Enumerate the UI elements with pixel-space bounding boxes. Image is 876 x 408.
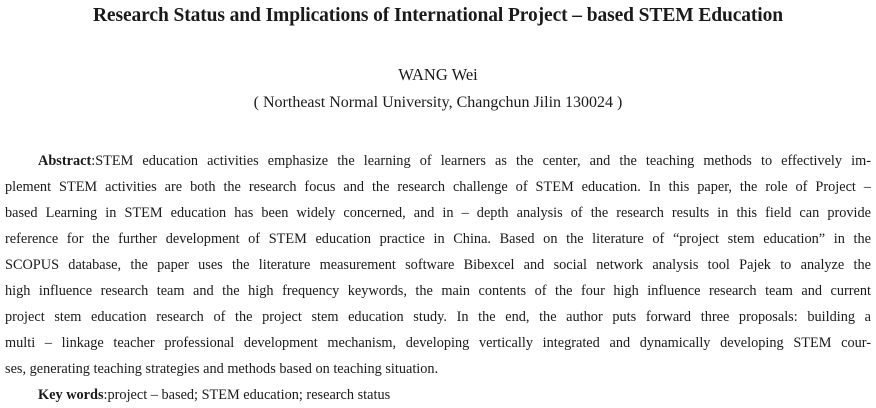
abstract-line: high influence research team and the high frequency keywords, the main contents of the four high influence research team and current (5, 283, 871, 299)
abstract-line: project stem education research of the project stem education study. In the end, the author puts forward three proposals: building a (5, 309, 871, 325)
keywords-label-separator: : (103, 387, 108, 403)
abstract-line: plement STEM activities are both the research focus and the research challenge of STEM education. In this paper, the role of Project – (5, 179, 871, 195)
abstract-label-separator: : (91, 153, 96, 169)
author-name: WANG Wei (398, 65, 478, 84)
keywords-line (38, 385, 390, 405)
abstract-line: based Learning in STEM education has been widely concerned, and in – depth analysis of the research results in this field can provide (5, 205, 871, 221)
abstract-line: multi – linkage teacher professional development mechanism, developing vertically integrated and dynamically developing STEM cour- (5, 335, 871, 351)
abstract-text: STEM education activities emphasize the learning of learners as the center, and the teaching methods to effectively im- (95, 153, 871, 169)
abstract-line: SCOPUS database, the paper uses the literature measurement software Bibexcel and social network analysis tool Pajek to analyze the (5, 257, 871, 273)
abstract-line: ses, generating teaching strategies and methods based on teaching situation. (5, 361, 439, 377)
paper-title: Research Status and Implications of International Project – based STEM Education (92, 5, 784, 26)
keywords-label: Key words (38, 387, 104, 403)
abstract-line: reference for the further development of STEM education practice in China. Based on the literature of “project stem education” in the (5, 231, 871, 247)
author-affiliation: ( Northeast Normal University, Changchun Jilin 130024 ) (253, 94, 623, 111)
abstract-line (38, 151, 871, 171)
keywords-text: project – based; STEM education; research status (107, 387, 391, 403)
abstract-label: Abstract (38, 153, 92, 169)
